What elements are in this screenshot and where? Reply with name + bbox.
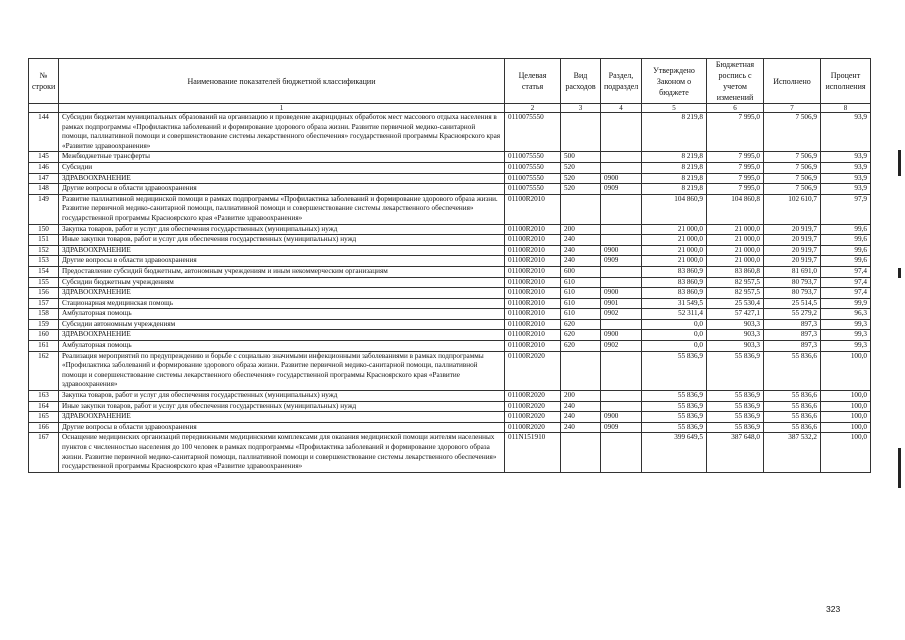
approved-amount-cell: 8 219,8 xyxy=(642,113,707,152)
approved-amount-cell: 83 860,9 xyxy=(642,288,707,299)
executed-amount-cell: 81 691,0 xyxy=(764,266,821,277)
section-cell: 0900 xyxy=(601,330,642,341)
column-number-row xyxy=(29,104,871,113)
row-number-cell: 155 xyxy=(29,277,59,288)
table-row xyxy=(29,162,871,173)
executed-amount-cell: 102 610,7 xyxy=(764,194,821,224)
row-number-cell: 161 xyxy=(29,341,59,352)
section-cell: 0900 xyxy=(601,412,642,423)
percent-cell: 100,0 xyxy=(821,412,871,423)
approved-amount-cell: 8 219,8 xyxy=(642,173,707,184)
budget-list-amount-cell: 7 995,0 xyxy=(707,113,764,152)
percent-cell: 97,9 xyxy=(821,194,871,224)
row-name-cell: ЗДРАВООХРАНЕНИЕ xyxy=(59,412,505,423)
budget-list-amount-cell: 82 957,5 xyxy=(707,288,764,299)
budget-list-amount-cell: 55 836,9 xyxy=(707,351,764,390)
column-number: 1 xyxy=(59,104,505,113)
percent-cell: 100,0 xyxy=(821,401,871,412)
budget-list-amount-cell: 21 000,0 xyxy=(707,245,764,256)
budget-list-amount-cell: 21 000,0 xyxy=(707,235,764,246)
approved-amount-cell: 399 649,5 xyxy=(642,433,707,472)
row-number-cell: 144 xyxy=(29,113,59,152)
executed-amount-cell: 80 793,7 xyxy=(764,288,821,299)
section-cell: 0909 xyxy=(601,184,642,195)
percent-cell: 93,9 xyxy=(821,113,871,152)
approved-amount-cell: 55 836,9 xyxy=(642,412,707,423)
header-name: Наименование показателей бюджетной классификации xyxy=(59,59,505,104)
target-article-cell: 01100R2010 xyxy=(505,288,561,299)
executed-amount-cell: 897,3 xyxy=(764,341,821,352)
target-article-cell: 01100R2020 xyxy=(505,351,561,390)
column-number: 7 xyxy=(764,104,821,113)
section-cell xyxy=(601,391,642,402)
executed-amount-cell: 55 836,6 xyxy=(764,422,821,433)
expense-type-cell xyxy=(561,113,601,152)
header-executed: Исполнено xyxy=(764,59,821,104)
row-number-cell: 153 xyxy=(29,256,59,267)
budget-list-amount-cell: 903,3 xyxy=(707,319,764,330)
percent-cell: 100,0 xyxy=(821,433,871,472)
row-number-cell: 146 xyxy=(29,162,59,173)
target-article-cell: 0110075550 xyxy=(505,113,561,152)
row-number-cell: 165 xyxy=(29,412,59,423)
row-name-cell: Субсидии xyxy=(59,162,505,173)
table-row xyxy=(29,288,871,299)
table-row xyxy=(29,224,871,235)
percent-cell: 99,6 xyxy=(821,235,871,246)
target-article-cell: 01100R2010 xyxy=(505,235,561,246)
section-cell xyxy=(601,152,642,163)
scan-edge-mark xyxy=(898,448,901,488)
percent-cell: 99,3 xyxy=(821,330,871,341)
section-cell: 0909 xyxy=(601,256,642,267)
expense-type-cell: 240 xyxy=(561,412,601,423)
row-number-cell: 150 xyxy=(29,224,59,235)
row-name-cell: Другие вопросы в области здравоохранения xyxy=(59,256,505,267)
approved-amount-cell: 21 000,0 xyxy=(642,256,707,267)
row-name-cell: Амбулаторная помощь xyxy=(59,341,505,352)
executed-amount-cell: 897,3 xyxy=(764,330,821,341)
executed-amount-cell: 55 836,6 xyxy=(764,401,821,412)
budget-list-amount-cell: 387 648,0 xyxy=(707,433,764,472)
table-row xyxy=(29,194,871,224)
expense-type-cell: 240 xyxy=(561,256,601,267)
row-number-cell: 147 xyxy=(29,173,59,184)
approved-amount-cell: 52 311,4 xyxy=(642,309,707,320)
executed-amount-cell: 55 279,2 xyxy=(764,309,821,320)
expense-type-cell: 520 xyxy=(561,162,601,173)
approved-amount-cell: 0,0 xyxy=(642,319,707,330)
budget-table xyxy=(28,58,871,473)
budget-list-amount-cell: 57 427,1 xyxy=(707,309,764,320)
row-name-cell: ЗДРАВООХРАНЕНИЕ xyxy=(59,173,505,184)
percent-cell: 99,6 xyxy=(821,224,871,235)
section-cell xyxy=(601,401,642,412)
approved-amount-cell: 0,0 xyxy=(642,330,707,341)
budget-list-amount-cell: 83 860,8 xyxy=(707,266,764,277)
executed-amount-cell: 20 919,7 xyxy=(764,224,821,235)
column-number: 2 xyxy=(505,104,561,113)
row-name-cell: Субсидии бюджетным учреждениям xyxy=(59,277,505,288)
approved-amount-cell: 55 836,9 xyxy=(642,351,707,390)
section-cell xyxy=(601,235,642,246)
row-number-cell: 158 xyxy=(29,309,59,320)
section-cell xyxy=(601,351,642,390)
percent-cell: 97,4 xyxy=(821,277,871,288)
budget-report-sheet xyxy=(28,58,870,473)
header-section: Раздел, подраздел xyxy=(601,59,642,104)
scan-edge-mark xyxy=(898,268,901,278)
header-percent: Процент исполнения xyxy=(821,59,871,104)
expense-type-cell: 500 xyxy=(561,152,601,163)
percent-cell: 97,4 xyxy=(821,288,871,299)
target-article-cell: 01100R2010 xyxy=(505,298,561,309)
executed-amount-cell: 25 514,5 xyxy=(764,298,821,309)
section-cell xyxy=(601,113,642,152)
column-number: 8 xyxy=(821,104,871,113)
table-row xyxy=(29,277,871,288)
row-number-cell: 164 xyxy=(29,401,59,412)
row-number-cell: 163 xyxy=(29,391,59,402)
percent-cell: 93,9 xyxy=(821,173,871,184)
row-number-cell: 157 xyxy=(29,298,59,309)
table-row xyxy=(29,433,871,472)
table-row xyxy=(29,266,871,277)
budget-list-amount-cell: 82 957,5 xyxy=(707,277,764,288)
percent-cell: 100,0 xyxy=(821,391,871,402)
target-article-cell: 01100R2010 xyxy=(505,330,561,341)
row-name-cell: Реализация мероприятий по предупреждению и борьбе с социально значимыми инфекционными заболеваниями в рамках подпрограммы «Профилактика заболеваний и формирование здорового образа жизни. Развитие первичной медико-санитарной помощи, паллиативной помощи и совершенствование системы лекарственного обеспечения» государственной программы Красноярского края «Развитие здравоохранения» xyxy=(59,351,505,390)
header-approved: Утверждено Законом о бюджете xyxy=(642,59,707,104)
row-number-cell: 166 xyxy=(29,422,59,433)
row-number-cell: 160 xyxy=(29,330,59,341)
target-article-cell: 01100R2010 xyxy=(505,277,561,288)
percent-cell: 100,0 xyxy=(821,422,871,433)
expense-type-cell: 200 xyxy=(561,391,601,402)
row-name-cell: Другие вопросы в области здравоохранения xyxy=(59,422,505,433)
executed-amount-cell: 7 506,9 xyxy=(764,173,821,184)
target-article-cell: 01100R2020 xyxy=(505,412,561,423)
row-name-cell: Закупка товаров, работ и услуг для обеспечения государственных (муниципальных) нужд xyxy=(59,391,505,402)
table-row xyxy=(29,245,871,256)
percent-cell: 97,4 xyxy=(821,266,871,277)
approved-amount-cell: 83 860,9 xyxy=(642,277,707,288)
row-number-cell: 149 xyxy=(29,194,59,224)
section-cell xyxy=(601,319,642,330)
row-name-cell: Субсидии автономным учреждениям xyxy=(59,319,505,330)
approved-amount-cell: 83 860,9 xyxy=(642,266,707,277)
expense-type-cell: 520 xyxy=(561,173,601,184)
percent-cell: 99,3 xyxy=(821,319,871,330)
percent-cell: 100,0 xyxy=(821,351,871,390)
table-row xyxy=(29,422,871,433)
executed-amount-cell: 20 919,7 xyxy=(764,245,821,256)
target-article-cell: 0110075550 xyxy=(505,162,561,173)
expense-type-cell: 240 xyxy=(561,422,601,433)
budget-list-amount-cell: 55 836,9 xyxy=(707,422,764,433)
expense-type-cell xyxy=(561,433,601,472)
row-name-cell: Межбюджетные трансферты xyxy=(59,152,505,163)
expense-type-cell: 620 xyxy=(561,330,601,341)
approved-amount-cell: 55 836,9 xyxy=(642,401,707,412)
target-article-cell: 01100R2010 xyxy=(505,256,561,267)
expense-type-cell: 620 xyxy=(561,341,601,352)
row-name-cell: ЗДРАВООХРАНЕНИЕ xyxy=(59,288,505,299)
expense-type-cell: 520 xyxy=(561,184,601,195)
executed-amount-cell: 387 532,2 xyxy=(764,433,821,472)
target-article-cell: 01100R2020 xyxy=(505,422,561,433)
percent-cell: 99,3 xyxy=(821,341,871,352)
percent-cell: 93,9 xyxy=(821,152,871,163)
row-name-cell: Иные закупки товаров, работ и услуг для обеспечения государственных (муниципальных) нужд xyxy=(59,235,505,246)
approved-amount-cell: 8 219,8 xyxy=(642,152,707,163)
column-number xyxy=(29,104,59,113)
section-cell: 0900 xyxy=(601,288,642,299)
expense-type-cell: 240 xyxy=(561,401,601,412)
target-article-cell: 01100R2010 xyxy=(505,266,561,277)
budget-list-amount-cell: 903,3 xyxy=(707,330,764,341)
row-name-cell: Другие вопросы в области здравоохранения xyxy=(59,184,505,195)
budget-list-amount-cell: 55 836,9 xyxy=(707,412,764,423)
executed-amount-cell: 55 836,6 xyxy=(764,391,821,402)
target-article-cell: 01100R2010 xyxy=(505,245,561,256)
table-row xyxy=(29,113,871,152)
target-article-cell: 01100R2010 xyxy=(505,224,561,235)
approved-amount-cell: 55 836,9 xyxy=(642,422,707,433)
row-name-cell: Развитие паллиативной медицинской помощи в рамках подпрограммы «Профилактика заболеваний и формирование здорового образа жизни. Развитие первичной медико-санитарной помощи, паллиативной помощи и совершенствование системы лекарственного обеспечения» государственной программы Красноярского края «Развитие здравоохранения» xyxy=(59,194,505,224)
target-article-cell: 01100R2020 xyxy=(505,401,561,412)
section-cell xyxy=(601,194,642,224)
row-number-cell: 145 xyxy=(29,152,59,163)
row-name-cell: Стационарная медицинская помощь xyxy=(59,298,505,309)
expense-type-cell: 600 xyxy=(561,266,601,277)
budget-list-amount-cell: 7 995,0 xyxy=(707,152,764,163)
budget-list-amount-cell: 55 836,9 xyxy=(707,391,764,402)
row-name-cell: Закупка товаров, работ и услуг для обеспечения государственных (муниципальных) нужд xyxy=(59,224,505,235)
table-row xyxy=(29,184,871,195)
approved-amount-cell: 8 219,8 xyxy=(642,162,707,173)
approved-amount-cell: 8 219,8 xyxy=(642,184,707,195)
scan-edge-mark xyxy=(898,150,901,176)
expense-type-cell xyxy=(561,194,601,224)
budget-list-amount-cell: 55 836,9 xyxy=(707,401,764,412)
row-number-cell: 148 xyxy=(29,184,59,195)
table-row xyxy=(29,298,871,309)
percent-cell: 93,9 xyxy=(821,162,871,173)
expense-type-cell: 610 xyxy=(561,288,601,299)
section-cell xyxy=(601,433,642,472)
executed-amount-cell: 80 793,7 xyxy=(764,277,821,288)
table-body xyxy=(29,113,871,473)
target-article-cell: 0110075550 xyxy=(505,184,561,195)
approved-amount-cell: 21 000,0 xyxy=(642,235,707,246)
row-name-cell: ЗДРАВООХРАНЕНИЕ xyxy=(59,330,505,341)
table-row xyxy=(29,330,871,341)
target-article-cell: 0110075550 xyxy=(505,173,561,184)
approved-amount-cell: 31 549,5 xyxy=(642,298,707,309)
target-article-cell: 0110075550 xyxy=(505,152,561,163)
header-budget-list: Бюджетная роспись с учетом изменений xyxy=(707,59,764,104)
column-number: 6 xyxy=(707,104,764,113)
table-row xyxy=(29,173,871,184)
target-article-cell: 011N151910 xyxy=(505,433,561,472)
section-cell: 0902 xyxy=(601,309,642,320)
header-target-article: Целевая статья xyxy=(505,59,561,104)
expense-type-cell: 620 xyxy=(561,319,601,330)
executed-amount-cell: 7 506,9 xyxy=(764,184,821,195)
row-number-cell: 167 xyxy=(29,433,59,472)
approved-amount-cell: 21 000,0 xyxy=(642,245,707,256)
row-number-cell: 156 xyxy=(29,288,59,299)
expense-type-cell: 610 xyxy=(561,298,601,309)
table-row xyxy=(29,319,871,330)
row-number-cell: 151 xyxy=(29,235,59,246)
executed-amount-cell: 20 919,7 xyxy=(764,235,821,246)
target-article-cell: 01100R2010 xyxy=(505,319,561,330)
row-number-cell: 154 xyxy=(29,266,59,277)
table-row xyxy=(29,309,871,320)
target-article-cell: 01100R2010 xyxy=(505,341,561,352)
expense-type-cell: 240 xyxy=(561,245,601,256)
executed-amount-cell: 20 919,7 xyxy=(764,256,821,267)
section-cell: 0900 xyxy=(601,173,642,184)
row-number-cell: 162 xyxy=(29,351,59,390)
executed-amount-cell: 55 836,6 xyxy=(764,351,821,390)
header-row-number: № строки xyxy=(29,59,59,104)
target-article-cell: 01100R2010 xyxy=(505,194,561,224)
percent-cell: 93,9 xyxy=(821,184,871,195)
table-row xyxy=(29,401,871,412)
budget-list-amount-cell: 7 995,0 xyxy=(707,173,764,184)
row-number-cell: 152 xyxy=(29,245,59,256)
table-row xyxy=(29,391,871,402)
table-header-row xyxy=(29,59,871,104)
percent-cell: 99,6 xyxy=(821,256,871,267)
expense-type-cell: 200 xyxy=(561,224,601,235)
budget-list-amount-cell: 25 530,4 xyxy=(707,298,764,309)
target-article-cell: 01100R2010 xyxy=(505,309,561,320)
budget-list-amount-cell: 903,3 xyxy=(707,341,764,352)
table-row xyxy=(29,256,871,267)
row-name-cell: ЗДРАВООХРАНЕНИЕ xyxy=(59,245,505,256)
budget-list-amount-cell: 21 000,0 xyxy=(707,256,764,267)
header-expense-type: Вид расходов xyxy=(561,59,601,104)
budget-list-amount-cell: 7 995,0 xyxy=(707,184,764,195)
expense-type-cell: 610 xyxy=(561,277,601,288)
section-cell xyxy=(601,277,642,288)
page-number: 323 xyxy=(826,604,841,614)
budget-list-amount-cell: 7 995,0 xyxy=(707,162,764,173)
percent-cell: 99,6 xyxy=(821,245,871,256)
percent-cell: 99,9 xyxy=(821,298,871,309)
target-article-cell: 01100R2020 xyxy=(505,391,561,402)
row-name-cell: Субсидии бюджетам муниципальных образований на организацию и проведение акарицидных обработок мест массового отдыха населения в рамках подпрограммы «Профилактика заболеваний и формирование здорового образа жизни. Развитие первичной медико-санитарной помощи, паллиативной помощи и совершенствование системы лекарственного обеспечения» государственной программы Красноярского края «Развитие здравоохранения» xyxy=(59,113,505,152)
row-name-cell: Предоставление субсидий бюджетным, автономным учреждениям и иным некоммерческим организациям xyxy=(59,266,505,277)
section-cell: 0902 xyxy=(601,341,642,352)
section-cell xyxy=(601,162,642,173)
table-row xyxy=(29,152,871,163)
expense-type-cell: 240 xyxy=(561,235,601,246)
approved-amount-cell: 55 836,9 xyxy=(642,391,707,402)
executed-amount-cell: 7 506,9 xyxy=(764,162,821,173)
row-number-cell: 159 xyxy=(29,319,59,330)
row-name-cell: Оснащение медицинских организаций передвижными медицинскими комплексами для оказания медицинской помощи жителям населенных пунктов с численностью населения до 100 человек в рамках подпрограммы «Профилактика заболеваний и формирование здорового образа жизни. Развитие первичной медико-санитарной помощи, паллиативной помощи и совершенствование системы лекарственного обеспечения» государственной программы Красноярского края «Развитие здравоохранения» xyxy=(59,433,505,472)
expense-type-cell xyxy=(561,351,601,390)
percent-cell: 96,3 xyxy=(821,309,871,320)
budget-list-amount-cell: 104 860,8 xyxy=(707,194,764,224)
row-name-cell: Амбулаторная помощь xyxy=(59,309,505,320)
section-cell: 0909 xyxy=(601,422,642,433)
approved-amount-cell: 0,0 xyxy=(642,341,707,352)
column-number: 3 xyxy=(561,104,601,113)
budget-list-amount-cell: 21 000,0 xyxy=(707,224,764,235)
section-cell: 0900 xyxy=(601,245,642,256)
table-row xyxy=(29,235,871,246)
section-cell xyxy=(601,224,642,235)
executed-amount-cell: 7 506,9 xyxy=(764,113,821,152)
executed-amount-cell: 7 506,9 xyxy=(764,152,821,163)
approved-amount-cell: 104 860,9 xyxy=(642,194,707,224)
expense-type-cell: 610 xyxy=(561,309,601,320)
row-name-cell: Иные закупки товаров, работ и услуг для обеспечения государственных (муниципальных) нужд xyxy=(59,401,505,412)
executed-amount-cell: 55 836,6 xyxy=(764,412,821,423)
table-row xyxy=(29,341,871,352)
table-row xyxy=(29,351,871,390)
approved-amount-cell: 21 000,0 xyxy=(642,224,707,235)
section-cell: 0901 xyxy=(601,298,642,309)
executed-amount-cell: 897,3 xyxy=(764,319,821,330)
section-cell xyxy=(601,266,642,277)
column-number: 5 xyxy=(642,104,707,113)
column-number: 4 xyxy=(601,104,642,113)
table-row xyxy=(29,412,871,423)
